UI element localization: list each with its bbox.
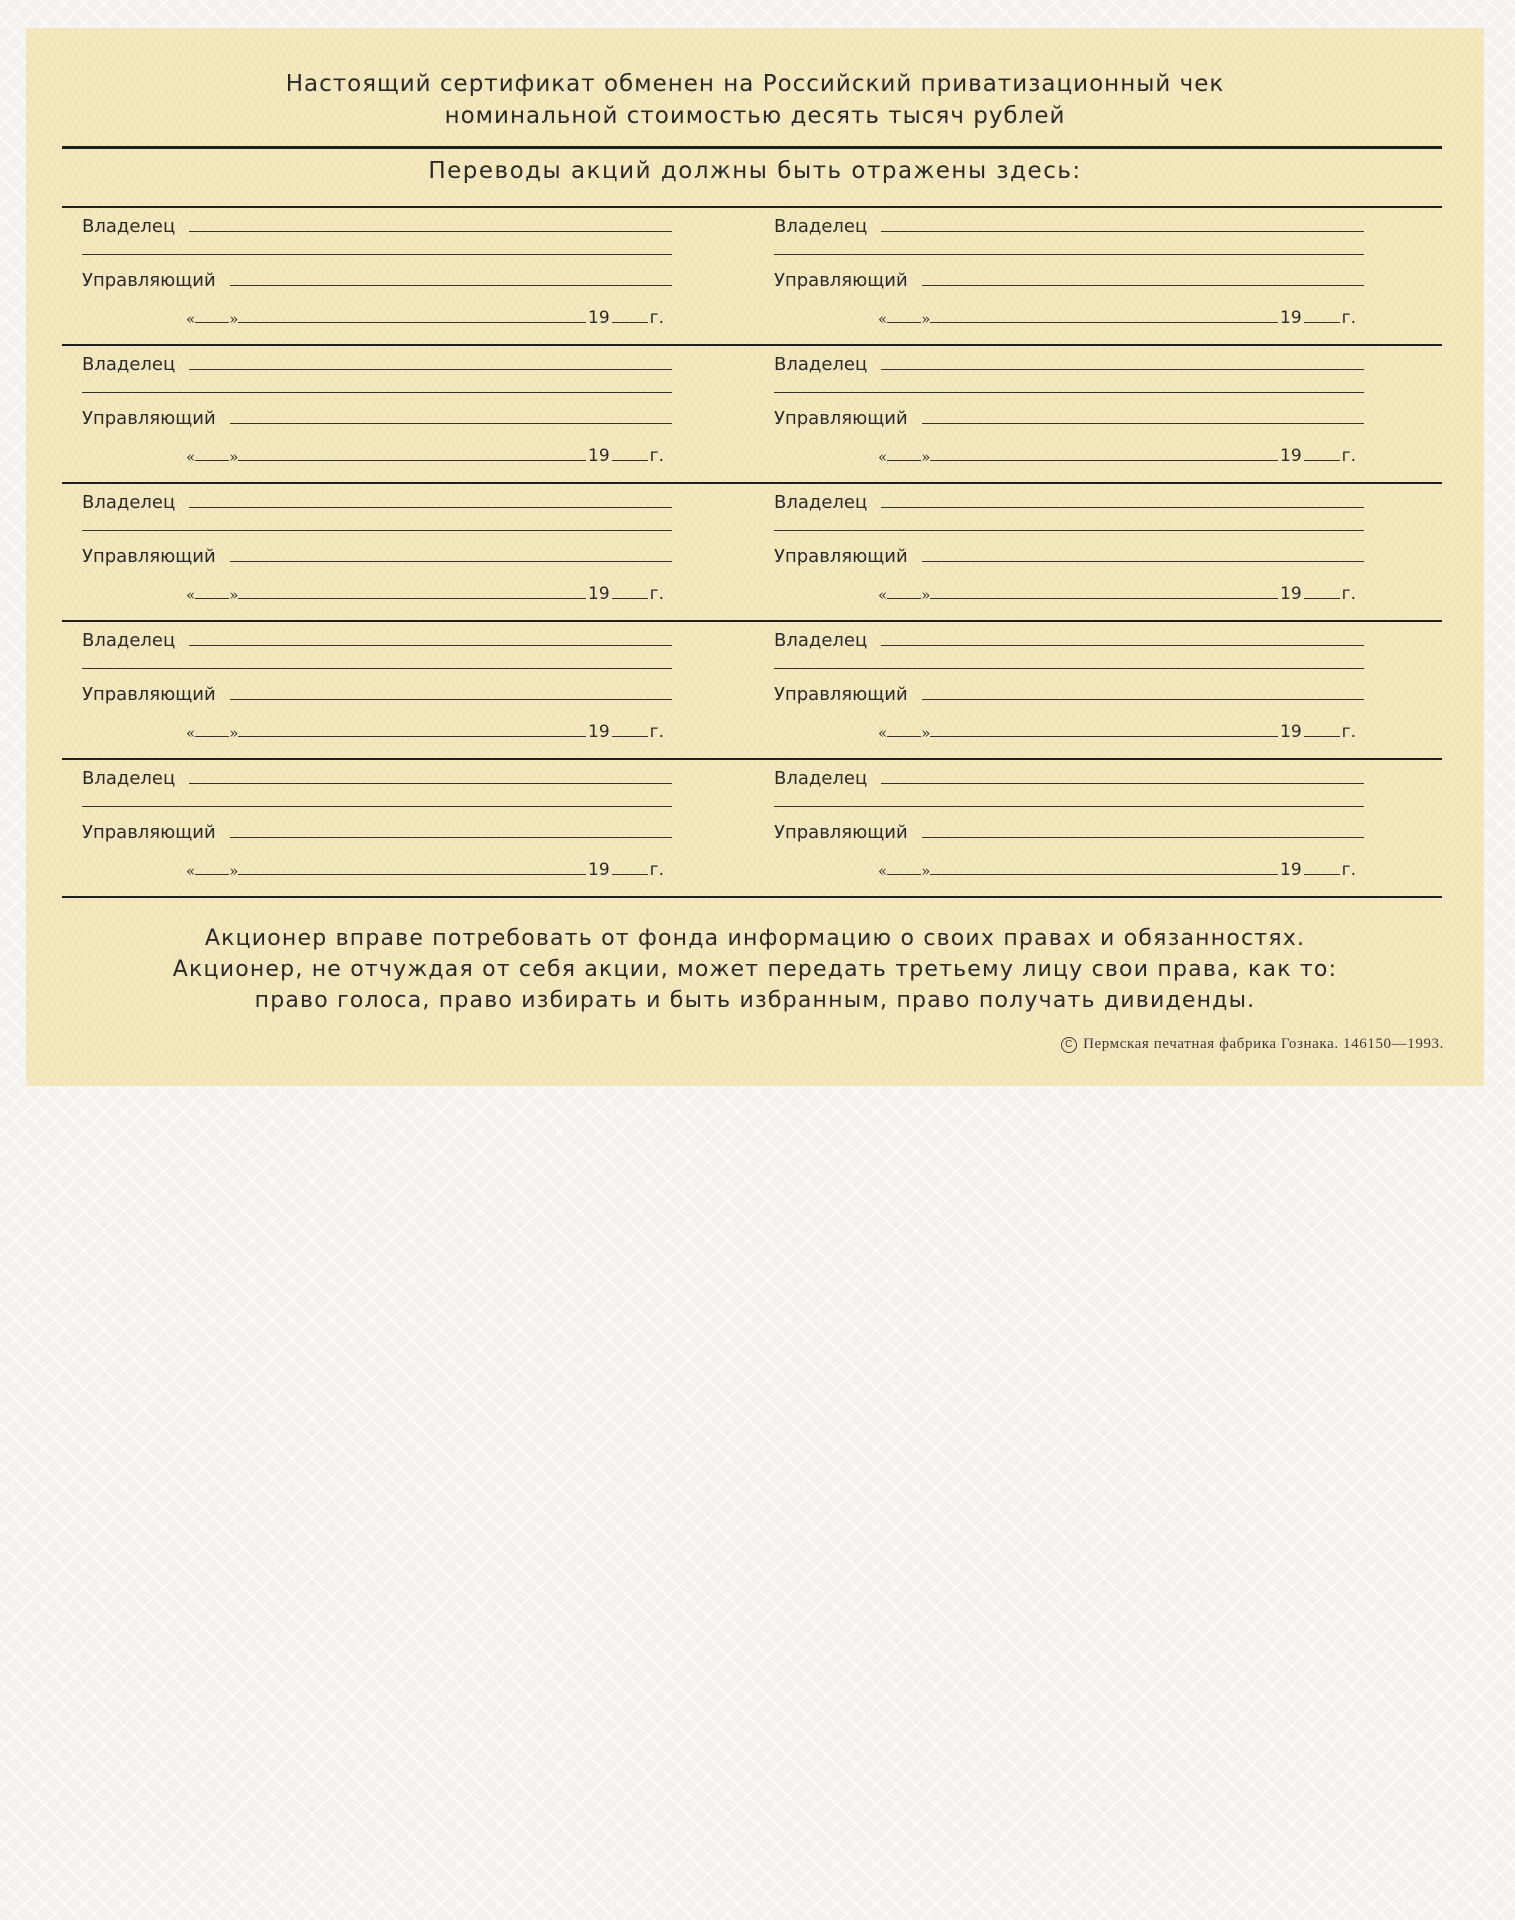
year-input-line[interactable] (612, 873, 648, 875)
owner-label: Владелец (82, 768, 176, 789)
manager-input-line[interactable] (230, 836, 672, 838)
year-suffix: г. (1341, 722, 1356, 742)
transfer-record (82, 760, 682, 894)
rights-line-3: право голоса, право избирать и быть избранным, право получать дивиденды. (254, 988, 1256, 1013)
manager-field (774, 270, 1364, 291)
year-prefix: 19 (1280, 308, 1302, 328)
year-suffix: г. (1341, 446, 1356, 466)
day-close-quote: » (229, 862, 239, 880)
day-close-quote: » (229, 586, 239, 604)
day-input-line[interactable] (887, 735, 921, 737)
year-suffix: г. (649, 722, 664, 742)
owner-input-line[interactable] (189, 644, 672, 646)
month-input-line[interactable] (930, 873, 1278, 875)
year-input-line[interactable] (1304, 321, 1340, 323)
owner-label: Владелец (774, 216, 868, 237)
transfer-row (62, 622, 1442, 760)
owner-label: Владелец (82, 630, 176, 651)
day-close-quote: » (229, 724, 239, 742)
day-open-quote: « (878, 586, 888, 604)
owner-field (774, 768, 1364, 789)
date-field (186, 722, 666, 742)
owner-continuation-line[interactable] (774, 806, 1364, 807)
day-input-line[interactable] (887, 321, 921, 323)
rights-line-2: Акционер, не отчуждая от себя акции, может передать третьему лицу свои права, как то: (172, 957, 1338, 982)
month-input-line[interactable] (238, 873, 586, 875)
year-prefix: 19 (1280, 584, 1302, 604)
manager-label: Управляющий (82, 408, 216, 429)
owner-continuation-line[interactable] (774, 254, 1364, 255)
transfer-row (62, 208, 1442, 346)
manager-input-line[interactable] (922, 836, 1364, 838)
month-input-line[interactable] (930, 459, 1278, 461)
day-input-line[interactable] (195, 873, 229, 875)
owner-field (82, 630, 672, 651)
day-open-quote: « (878, 724, 888, 742)
exchange-notice-line-1: Настоящий сертификат обменен на Российский приватизационный чек (285, 71, 1225, 97)
rights-line-1: Акционер вправе потребовать от фонда информацию о своих правах и обязанностях. (204, 926, 1306, 951)
year-input-line[interactable] (1304, 735, 1340, 737)
year-suffix: г. (1341, 308, 1356, 328)
manager-input-line[interactable] (230, 422, 672, 424)
year-prefix: 19 (588, 446, 610, 466)
date-field (878, 584, 1358, 604)
owner-field (774, 492, 1364, 513)
owner-continuation-line[interactable] (774, 392, 1364, 393)
manager-field (82, 546, 672, 567)
month-input-line[interactable] (238, 597, 586, 599)
date-field (186, 584, 666, 604)
owner-continuation-line[interactable] (774, 668, 1364, 669)
date-field (878, 860, 1358, 880)
day-close-quote: » (229, 310, 239, 328)
date-field (186, 446, 666, 466)
day-close-quote: » (921, 586, 931, 604)
year-input-line[interactable] (612, 735, 648, 737)
year-prefix: 19 (1280, 722, 1302, 742)
owner-input-line[interactable] (881, 230, 1364, 232)
transfer-record (82, 208, 682, 342)
year-prefix: 19 (1280, 446, 1302, 466)
date-field (186, 308, 666, 328)
owner-input-line[interactable] (189, 782, 672, 784)
month-input-line[interactable] (238, 735, 586, 737)
manager-input-line[interactable] (230, 560, 672, 562)
manager-field (82, 408, 672, 429)
manager-input-line[interactable] (922, 284, 1364, 286)
day-open-quote: « (186, 310, 196, 328)
day-input-line[interactable] (195, 735, 229, 737)
year-input-line[interactable] (1304, 597, 1340, 599)
exchange-notice-line-2: номинальной стоимостью десять тысяч рублей (444, 103, 1066, 129)
owner-input-line[interactable] (881, 644, 1364, 646)
owner-field (82, 492, 672, 513)
day-close-quote: » (921, 862, 931, 880)
month-input-line[interactable] (930, 597, 1278, 599)
manager-label: Управляющий (82, 270, 216, 291)
owner-label: Владелец (82, 216, 176, 237)
owner-continuation-line[interactable] (82, 806, 672, 807)
year-prefix: 19 (588, 308, 610, 328)
date-field (878, 446, 1358, 466)
date-field (186, 860, 666, 880)
manager-field (774, 546, 1364, 567)
transfer-record (82, 484, 682, 618)
year-suffix: г. (649, 860, 664, 880)
year-input-line[interactable] (612, 321, 648, 323)
transfer-row (62, 760, 1442, 898)
owner-input-line[interactable] (189, 368, 672, 370)
owner-field (82, 354, 672, 375)
shareholder-rights-notice (26, 923, 1484, 1016)
day-input-line[interactable] (195, 459, 229, 461)
transfer-row (62, 346, 1442, 484)
owner-field (774, 630, 1364, 651)
day-input-line[interactable] (887, 873, 921, 875)
owner-continuation-line[interactable] (82, 392, 672, 393)
month-input-line[interactable] (238, 459, 586, 461)
owner-continuation-line[interactable] (82, 530, 672, 531)
day-open-quote: « (186, 586, 196, 604)
day-input-line[interactable] (887, 459, 921, 461)
printer-imprint-text: Пермская печатная фабрика Гознака. 146150—1993. (1083, 1036, 1444, 1052)
manager-input-line[interactable] (230, 698, 672, 700)
transfer-record (82, 622, 682, 756)
day-close-quote: » (921, 448, 931, 466)
year-input-line[interactable] (1304, 873, 1340, 875)
manager-field (82, 684, 672, 705)
transfer-record (774, 760, 1374, 894)
manager-label: Управляющий (774, 546, 908, 567)
owner-input-line[interactable] (881, 506, 1364, 508)
manager-field (82, 822, 672, 843)
owner-field (774, 216, 1364, 237)
year-suffix: г. (1341, 584, 1356, 604)
date-field (878, 722, 1358, 742)
owner-label: Владелец (82, 354, 176, 375)
manager-input-line[interactable] (230, 284, 672, 286)
year-input-line[interactable] (612, 459, 648, 461)
owner-label: Владелец (82, 492, 176, 513)
owner-field (82, 768, 672, 789)
transfer-record (774, 484, 1374, 618)
day-close-quote: » (229, 448, 239, 466)
day-open-quote: « (186, 862, 196, 880)
owner-input-line[interactable] (189, 230, 672, 232)
day-open-quote: « (186, 724, 196, 742)
exchange-notice (26, 68, 1484, 132)
year-suffix: г. (1341, 860, 1356, 880)
day-close-quote: » (921, 310, 931, 328)
owner-continuation-line[interactable] (82, 254, 672, 255)
owner-label: Владелец (774, 492, 868, 513)
day-open-quote: « (186, 448, 196, 466)
owner-continuation-line[interactable] (774, 530, 1364, 531)
copyright-icon: C (1061, 1037, 1077, 1053)
manager-field (774, 408, 1364, 429)
owner-label: Владелец (774, 354, 868, 375)
owner-label: Владелец (774, 630, 868, 651)
year-input-line[interactable] (612, 597, 648, 599)
day-open-quote: « (878, 448, 888, 466)
year-prefix: 19 (588, 722, 610, 742)
owner-input-line[interactable] (881, 782, 1364, 784)
month-input-line[interactable] (238, 321, 586, 323)
manager-label: Управляющий (82, 546, 216, 567)
year-input-line[interactable] (1304, 459, 1340, 461)
manager-input-line[interactable] (922, 698, 1364, 700)
manager-label: Управляющий (82, 684, 216, 705)
manager-label: Управляющий (774, 684, 908, 705)
month-input-line[interactable] (930, 735, 1278, 737)
transfer-record (774, 622, 1374, 756)
date-field (878, 308, 1358, 328)
month-input-line[interactable] (930, 321, 1278, 323)
certificate-back (26, 28, 1484, 1086)
transfer-record (82, 346, 682, 480)
day-close-quote: » (921, 724, 931, 742)
manager-field (82, 270, 672, 291)
manager-label: Управляющий (82, 822, 216, 843)
printer-imprint (1061, 1036, 1444, 1053)
year-suffix: г. (649, 308, 664, 328)
transfer-record (774, 346, 1374, 480)
year-suffix: г. (649, 584, 664, 604)
owner-field (82, 216, 672, 237)
manager-label: Управляющий (774, 408, 908, 429)
owner-field (774, 354, 1364, 375)
manager-label: Управляющий (774, 270, 908, 291)
day-input-line[interactable] (195, 597, 229, 599)
transfer-grid (62, 208, 1442, 898)
owner-input-line[interactable] (189, 506, 672, 508)
manager-label: Управляющий (774, 822, 908, 843)
owner-input-line[interactable] (881, 368, 1364, 370)
manager-field (774, 684, 1364, 705)
day-open-quote: « (878, 310, 888, 328)
header-divider (62, 146, 1442, 149)
year-suffix: г. (649, 446, 664, 466)
day-input-line[interactable] (195, 321, 229, 323)
manager-input-line[interactable] (922, 560, 1364, 562)
manager-input-line[interactable] (922, 422, 1364, 424)
owner-label: Владелец (774, 768, 868, 789)
manager-field (774, 822, 1364, 843)
transfers-title: Переводы акций должны быть отражены здесь: (428, 158, 1082, 184)
owner-continuation-line[interactable] (82, 668, 672, 669)
year-prefix: 19 (588, 584, 610, 604)
year-prefix: 19 (1280, 860, 1302, 880)
transfer-record (774, 208, 1374, 342)
year-prefix: 19 (588, 860, 610, 880)
transfer-row (62, 484, 1442, 622)
day-open-quote: « (878, 862, 888, 880)
day-input-line[interactable] (887, 597, 921, 599)
